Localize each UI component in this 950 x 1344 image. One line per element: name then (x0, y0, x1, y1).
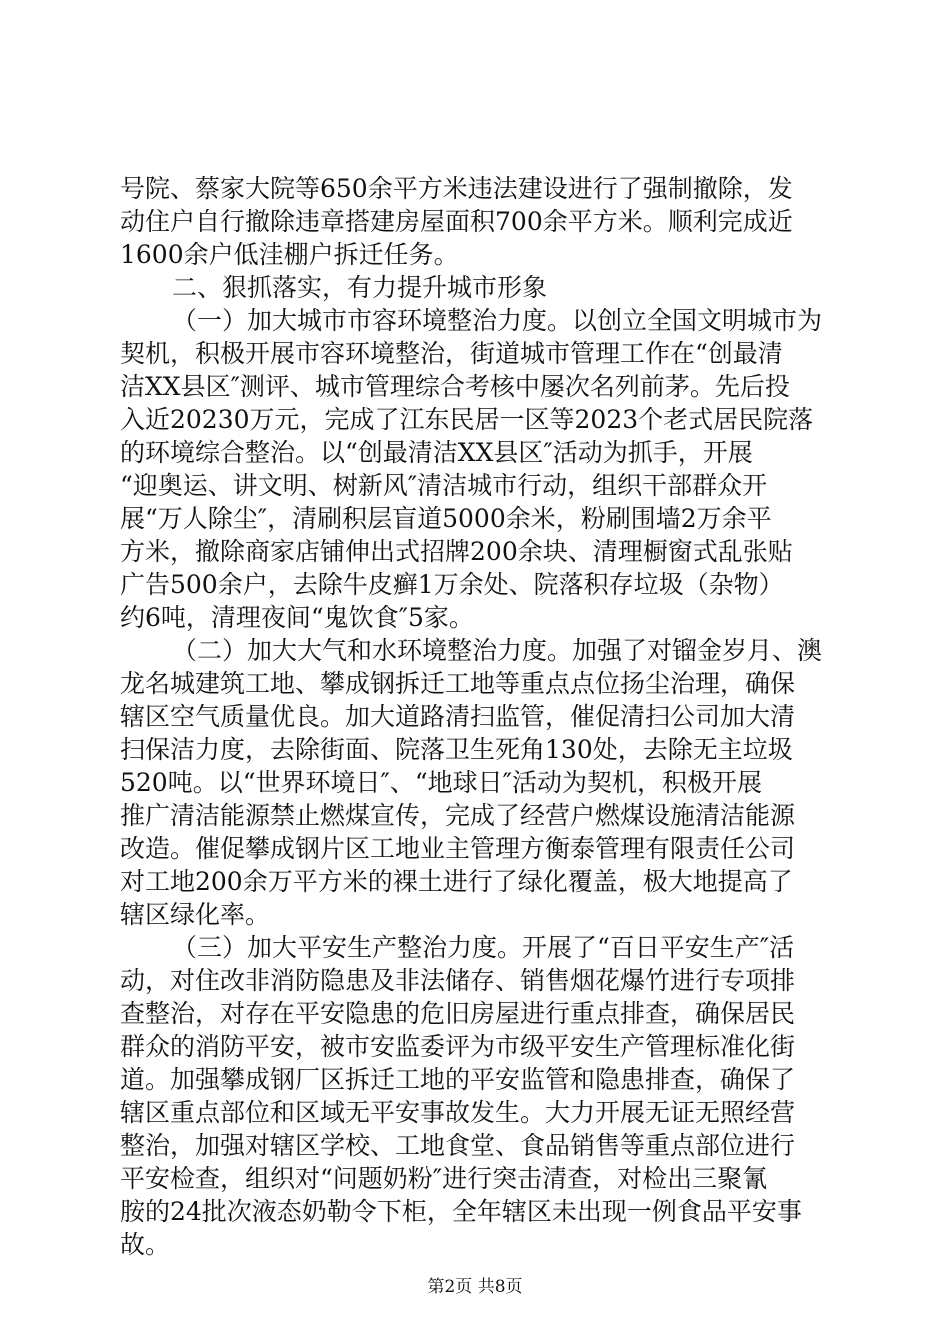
text-line: 入近20230万元，完成了江东民居一区等2023个老式居民院落 (120, 405, 814, 434)
text-line: 扫保洁力度，去除街面、院落卫生死角130处，去除无主垃圾 (120, 735, 793, 764)
text-line: 契机，积极开展市容环境整治，街道城市管理工作在“创最清 (120, 339, 783, 368)
text-line: （一）加大城市市容环境整治力度。以创立全国文明城市为 (172, 306, 823, 335)
text-line: 辖区绿化率。 (120, 900, 271, 929)
text-line: 520吨。以“世界环境日″、“地球日″活动为契机，积极开展 (120, 768, 762, 797)
text-line: 推广清洁能源禁止燃煤宣传，完成了经营户燃煤设施清洁能源 (120, 801, 796, 830)
text-line: 的环境综合整治。以“创最清洁XX县区″活动为抓手，开展 (120, 438, 753, 467)
section-heading: 二、狠抓落实，有力提升城市形象 (172, 273, 548, 302)
text-line: 辖区重点部位和区域无平安事故发生。大力开展无证无照经营 (120, 1098, 796, 1127)
text-line: 动，对住改非消防隐患及非法储存、销售烟花爆竹进行专项排 (120, 966, 796, 995)
text-line: 故。 (120, 1230, 171, 1259)
text-line: 道。加强攀成钢厂区拆迁工地的平安监管和隐患排查，确保了 (120, 1065, 796, 1094)
text-line: 平安检查，组织对“问题奶粉″进行突击清查，对检出三聚氰 (120, 1164, 768, 1193)
text-line: （三）加大平安生产整治力度。开展了“百日平安生产″活 (172, 933, 795, 962)
text-line: 洁XX县区″测评、城市管理综合考核中屡次名列前茅。先后投 (120, 372, 790, 401)
text-line: 龙名城建筑工地、攀成钢拆迁工地等重点点位扬尘治理，确保 (120, 669, 796, 698)
text-line: 广告500余户，去除牛皮癣1万余处、院落积存垃圾（杂物） (120, 570, 784, 599)
text-line: “迎奥运、讲文明、树新风″清洁城市行动，组织干部群众开 (120, 471, 768, 500)
text-line: （二）加大大气和水环境整治力度。加强了对镏金岁月、澳 (172, 636, 823, 665)
text-line: 1600余户低洼棚户拆迁任务。 (120, 240, 459, 269)
text-line: 改造。催促攀成钢片区工地业主管理方衡泰管理有限责任公司 (120, 834, 796, 863)
text-line: 动住户自行撤除违章搭建房屋面积700余平方米。顺利完成近 (120, 207, 793, 236)
text-line: 胺的24批次液态奶勒令下柜，全年辖区未出现一例食品平安事 (120, 1197, 802, 1226)
text-line: 辖区空气质量优良。加大道路清扫监管，催促清扫公司加大清 (120, 702, 796, 731)
text-line: 对工地200余万平方米的裸土进行了绿化覆盖，极大地提高了 (120, 867, 793, 896)
text-line: 整治，加强对辖区学校、工地食堂、食品销售等重点部位进行 (120, 1131, 796, 1160)
text-line: 方米，撤除商家店铺伸出式招牌200余块、清理橱窗式乱张贴 (120, 537, 793, 566)
text-line: 展“万人除尘″，清刷积层盲道5000余米，粉刷围墙2万余平 (120, 504, 772, 533)
page-footer: 第2页 共8页 (427, 1277, 523, 1297)
text-line: 约6吨，清理夜间“鬼饮食″5家。 (120, 603, 474, 632)
text-line: 号院、蔡家大院等650余平方米违法建设进行了强制撤除，发 (120, 174, 793, 203)
text-line: 群众的消防平安，被市安监委评为市级平安生产管理标准化街 (120, 1032, 796, 1061)
text-line: 查整治，对存在平安隐患的危旧房屋进行重点排查，确保居民 (120, 999, 796, 1028)
